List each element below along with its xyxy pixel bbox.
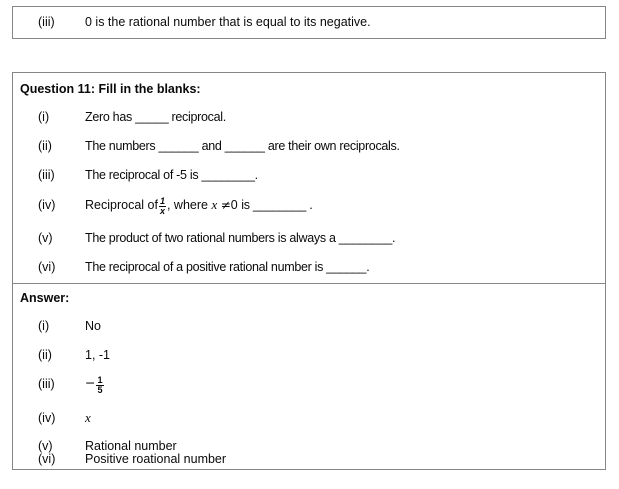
list-text: Positive roational number [85,452,227,466]
list-text: Zero has _____ reciprocal. [85,110,226,124]
answer-heading: Answer: [20,291,70,305]
answer-item-iv [38,410,91,426]
question-item-iv [38,196,312,215]
text-middle: , where [166,197,208,212]
list-marker: (iii) [38,15,55,29]
list-marker: (iv) [38,411,56,425]
fraction-one-over-x [159,197,166,216]
fraction-one-fifth [96,376,103,395]
question-item-ii [38,138,400,154]
not-equal-icon: ≠ [220,197,231,212]
list-marker: (ii) [38,139,52,153]
list-marker: (v) [38,231,53,245]
value-zero: 0 [230,197,238,212]
list-text: 0 is the rational number that is equal to its negative. [85,15,371,29]
question-heading: Question 11: Fill in the blanks: [20,82,201,96]
list-text: The numbers ______ and ______ are their own reciprocals. [85,139,400,153]
answer-item-vi [38,451,226,467]
list-text: The reciprocal of a positive rational number is ______. [85,260,370,274]
variable-x: x [85,410,91,425]
list-marker: (iii) [38,168,55,182]
list-marker: (vi) [38,452,56,466]
list-text [85,375,105,394]
list-marker: (v) [38,439,53,453]
fraction-denominator: 5 [97,385,103,396]
text-before-fraction: Reciprocal of [85,197,158,212]
list-marker: (iv) [38,197,56,212]
variable-x: x [211,196,218,212]
answer-item-ii [38,347,110,363]
question-item-iii [38,167,258,183]
answer-item-i [38,318,101,334]
list-text: The product of two rational numbers is always a ________. [85,231,396,245]
question-item-v [38,230,395,246]
fraction-denominator: x [159,206,165,217]
question-item-i [38,109,226,125]
section-divider [13,283,605,284]
list-item [38,14,371,30]
question-answer-box [12,72,606,470]
text-after-blank: is ________ . [241,197,313,212]
list-text: 1, -1 [85,348,111,362]
list-marker: (vi) [38,260,56,274]
list-text: The reciprocal of -5 is ________. [85,168,258,182]
fraction-numerator: 1 [97,375,103,385]
list-marker: (i) [38,319,50,333]
list-text: Rational number [85,439,177,453]
question-item-vi [38,259,369,275]
list-text [85,196,312,215]
fraction-numerator: 1 [159,196,165,206]
top-fragment-box [12,6,606,39]
minus-sign: − [85,374,96,390]
list-marker: (iii) [38,376,55,391]
answer-item-iii [38,375,105,394]
list-marker: (i) [38,110,50,124]
list-marker: (ii) [38,348,52,362]
list-text: No [85,319,101,333]
